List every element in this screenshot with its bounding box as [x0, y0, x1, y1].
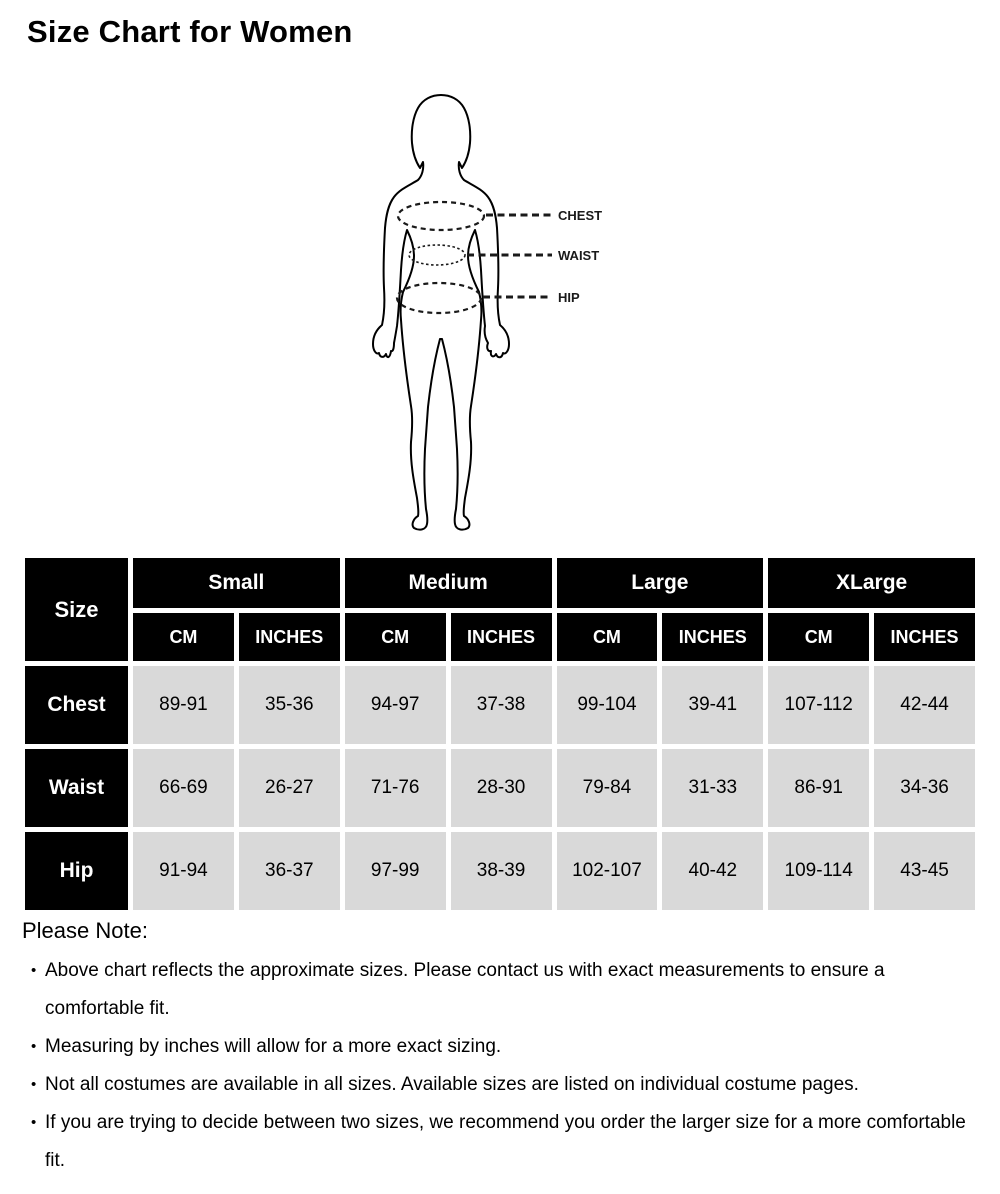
- size-corner-header: Size: [25, 558, 128, 661]
- value-cell: 37-38: [451, 666, 552, 744]
- bullet-icon: •: [31, 962, 37, 979]
- group-header-small: Small: [133, 558, 340, 608]
- value-cell: 35-36: [239, 666, 340, 744]
- unit-header-cell: INCHES: [662, 613, 763, 661]
- value-cell: 40-42: [662, 832, 763, 910]
- chest-callout-label: CHEST: [558, 208, 603, 223]
- note-item: [22, 1066, 982, 1104]
- note-text: Measuring by inches will allow for a more exact sizing.: [45, 1036, 502, 1057]
- unit-header-cell: CM: [557, 613, 658, 661]
- value-cell: 34-36: [874, 749, 975, 827]
- value-cell: 102-107: [557, 832, 658, 910]
- size-chart-table: [25, 558, 975, 910]
- value-cell: 97-99: [345, 832, 446, 910]
- group-header-xlarge: XLarge: [768, 558, 975, 608]
- unit-header-cell: INCHES: [874, 613, 975, 661]
- value-cell: 79-84: [557, 749, 658, 827]
- body-measurement-diagram: [356, 88, 648, 533]
- bullet-icon: •: [31, 1038, 37, 1055]
- value-cell: 42-44: [874, 666, 975, 744]
- group-header-large: Large: [557, 558, 764, 608]
- value-cell: 71-76: [345, 749, 446, 827]
- note-text: Not all costumes are available in all sizes. Available sizes are listed on individual costume pages.: [45, 1074, 859, 1095]
- unit-header-cell: CM: [768, 613, 869, 661]
- row-label-chest: Chest: [25, 666, 128, 744]
- value-cell: 31-33: [662, 749, 763, 827]
- value-cell: 28-30: [451, 749, 552, 827]
- note-item: [22, 1028, 982, 1066]
- note-item: [22, 952, 982, 1028]
- row-label-waist: Waist: [25, 749, 128, 827]
- value-cell: 99-104: [557, 666, 658, 744]
- value-cell: 109-114: [768, 832, 869, 910]
- value-cell: 39-41: [662, 666, 763, 744]
- value-cell: 66-69: [133, 749, 234, 827]
- value-cell: 36-37: [239, 832, 340, 910]
- waist-callout-label: WAIST: [558, 248, 600, 263]
- note-item: [22, 1104, 982, 1180]
- value-cell: 89-91: [133, 666, 234, 744]
- unit-header-cell: CM: [345, 613, 446, 661]
- page-title: Size Chart for Women: [27, 14, 353, 49]
- value-cell: 91-94: [133, 832, 234, 910]
- value-cell: 43-45: [874, 832, 975, 910]
- value-cell: 94-97: [345, 666, 446, 744]
- notes-section: [22, 916, 982, 1180]
- hip-callout-label: HIP: [558, 290, 580, 305]
- note-text: Above chart reflects the approximate sizes. Please contact us with exact measurements to ensure a comfortable fit.: [45, 960, 885, 1019]
- bullet-icon: •: [31, 1076, 37, 1093]
- value-cell: 38-39: [451, 832, 552, 910]
- notes-heading: Please Note:: [22, 918, 148, 943]
- row-label-hip: Hip: [25, 832, 128, 910]
- value-cell: 26-27: [239, 749, 340, 827]
- group-header-medium: Medium: [345, 558, 552, 608]
- value-cell: 107-112: [768, 666, 869, 744]
- unit-header-cell: INCHES: [451, 613, 552, 661]
- value-cell: 86-91: [768, 749, 869, 827]
- unit-header-cell: CM: [133, 613, 234, 661]
- note-text: If you are trying to decide between two sizes, we recommend you order the larger size for a more comfortable fit.: [45, 1112, 966, 1171]
- bullet-icon: •: [31, 1114, 37, 1131]
- unit-header-cell: INCHES: [239, 613, 340, 661]
